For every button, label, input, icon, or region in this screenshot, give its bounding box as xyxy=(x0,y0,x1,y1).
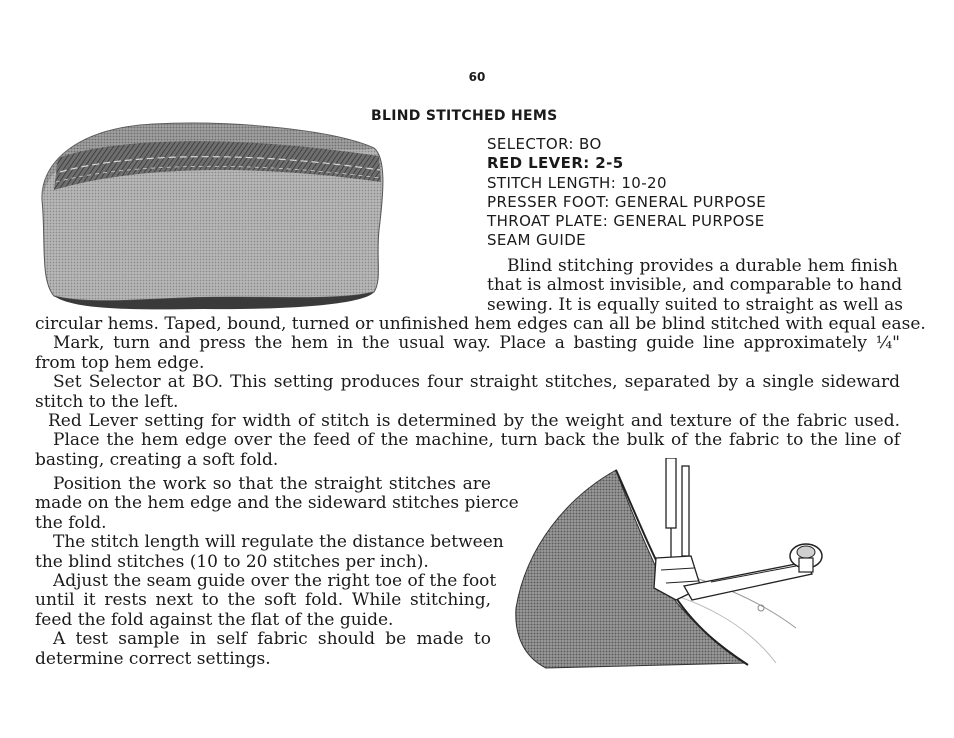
text-line: feed the fold against the flat of the guide. xyxy=(35,609,394,630)
settings-list xyxy=(487,135,766,251)
spec-stitch-length: STITCH LENGTH: 10-20 xyxy=(487,173,667,192)
text-line: Adjust the seam guide over the right toe of the foot xyxy=(53,571,497,592)
text-line: circular hems. Taped, bound, turned or unfinished hem edges can all be blind stitched with equal ease. xyxy=(35,314,926,334)
instructions-full-width xyxy=(35,314,926,470)
spec-seam-guide: SEAM GUIDE xyxy=(487,231,587,250)
text-line: Position the work so that the straight stitches are xyxy=(53,474,491,494)
text-line: that is almost invisible, and comparable to hand xyxy=(487,275,903,296)
text-line: from top hem edge. xyxy=(35,352,205,373)
text-line: the fold. xyxy=(35,512,107,533)
section-heading: BLIND STITCHED HEMS xyxy=(371,108,558,124)
spec-throat-plate: THROAT PLATE: GENERAL PURPOSE xyxy=(487,212,765,231)
spec-presser-foot: PRESSER FOOT: GENERAL PURPOSE xyxy=(487,192,767,211)
text-line: Place the hem edge over the feed of the machine, turn back the bulk of the fabric to the line of xyxy=(53,430,900,451)
hem-sample-illustration xyxy=(34,120,394,312)
text-line: stitch to the left. xyxy=(35,391,179,412)
instructions-narrow xyxy=(35,474,519,669)
text-line: Blind stitching provides a durable hem finish xyxy=(507,256,898,276)
text-line: the blind stitches (10 to 20 stitches per inch). xyxy=(35,551,429,572)
text-line: A test sample in self fabric should be made to xyxy=(53,629,491,650)
spec-selector: SELECTOR: BO xyxy=(487,135,602,153)
text-line: Mark, turn and press the hem in the usual way. Place a basting guide line approximately ¼" xyxy=(53,333,900,354)
page-number: 60 xyxy=(468,70,486,84)
text-line: determine correct settings. xyxy=(35,648,271,669)
text-line: sewing. It is equally suited to straight as well as xyxy=(487,294,903,315)
spec-red-lever: RED LEVER: 2-5 xyxy=(487,154,624,173)
intro-paragraph xyxy=(487,256,903,315)
text-line: basting, creating a soft fold. xyxy=(35,449,279,470)
text-line: until it rests next to the soft fold. While stitching, xyxy=(35,590,491,611)
text-line: The stitch length will regulate the distance between xyxy=(53,532,504,553)
seam-guide-illustration xyxy=(506,458,851,670)
text-line: Red Lever setting for width of stitch is determined by the weight and texture of the fabric used. xyxy=(48,411,900,432)
text-line: Set Selector at BO. This setting produces four straight stitches, separated by a single sideward xyxy=(53,372,900,393)
text-line: made on the hem edge and the sideward stitches pierce xyxy=(35,493,519,514)
